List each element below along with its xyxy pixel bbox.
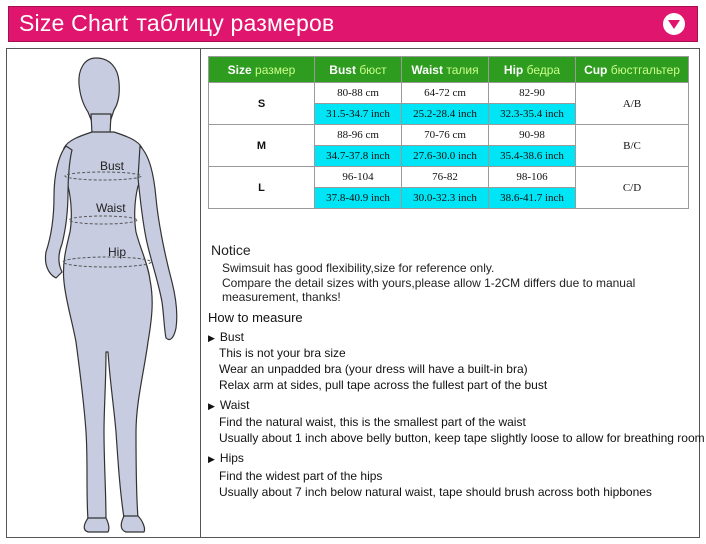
waist-heading: ▶ Waist xyxy=(208,398,250,412)
waist-cm-m: 70-76 cm xyxy=(402,125,489,146)
chevron-down-icon[interactable] xyxy=(663,13,685,35)
hip-inch-s: 32.3-35.4 inch xyxy=(489,104,576,125)
waist-line-2: Usually about 1 inch above belly button, keep tape slightly loose to allow for breathing room xyxy=(219,431,705,445)
column-divider xyxy=(200,48,201,538)
hip-label: Hip xyxy=(108,245,127,259)
notice-line-3: measurement, thanks! xyxy=(222,290,341,304)
table-row-l-cm xyxy=(209,167,689,188)
size-s: S xyxy=(209,83,315,125)
bust-cm-m: 88-96 cm xyxy=(315,125,402,146)
cup-s: A/B xyxy=(576,83,689,125)
triangle-bullet-icon: ▶ xyxy=(208,401,215,411)
header-bust: Bust бюст xyxy=(315,57,402,83)
waist-line-1: Find the natural waist, this is the smallest part of the waist xyxy=(219,415,526,429)
table-header-row xyxy=(209,57,689,83)
bust-inch-s: 31.5-34.7 inch xyxy=(315,104,402,125)
header-waist: Waist талия xyxy=(402,57,489,83)
waist-inch-s: 25.2-28.4 inch xyxy=(402,104,489,125)
body-silhouette xyxy=(14,52,194,534)
size-m: M xyxy=(209,125,315,167)
header-hip: Hip бедра xyxy=(489,57,576,83)
bust-line-3: Relax arm at sides, pull tape across the fullest part of the bust xyxy=(219,378,548,392)
cup-l: C/D xyxy=(576,167,689,209)
hip-inch-m: 35.4-38.6 inch xyxy=(489,146,576,167)
size-table xyxy=(208,56,689,209)
bust-inch-m: 34.7-37.8 inch xyxy=(315,146,402,167)
cup-m: B/C xyxy=(576,125,689,167)
size-l: L xyxy=(209,167,315,209)
waist-inch-m: 27.6-30.0 inch xyxy=(402,146,489,167)
title-english: Size Chart xyxy=(19,10,129,36)
notice-line-1: Swimsuit has good flexibility,size for reference only. xyxy=(222,261,495,275)
bust-inch-l: 37.8-40.9 inch xyxy=(315,188,402,209)
header-cup: Cup бюстгальтер xyxy=(576,57,689,83)
bust-heading: ▶ Bust xyxy=(208,330,244,344)
hips-line-2: Usually about 7 inch below natural waist, tape should brush across both hipbones xyxy=(219,485,652,499)
waist-inch-l: 30.0-32.3 inch xyxy=(402,188,489,209)
bust-cm-l: 96-104 xyxy=(315,167,402,188)
header-bar xyxy=(8,6,698,42)
hip-cm-s: 82-90 xyxy=(489,83,576,104)
page-title xyxy=(19,10,334,37)
bust-label: Bust xyxy=(100,159,125,173)
triangle-bullet-icon: ▶ xyxy=(208,333,215,343)
hips-line-1: Find the widest part of the hips xyxy=(219,469,383,483)
body-figure xyxy=(14,52,194,534)
hip-cm-m: 90-98 xyxy=(489,125,576,146)
title-russian: таблицу размеров xyxy=(136,10,335,36)
bust-cm-s: 80-88 cm xyxy=(315,83,402,104)
bust-line-2: Wear an unpadded bra (your dress will have a built-in bra) xyxy=(219,362,528,376)
waist-cm-s: 64-72 cm xyxy=(402,83,489,104)
header-size: Size размер xyxy=(209,57,315,83)
hip-inch-l: 38.6-41.7 inch xyxy=(489,188,576,209)
hip-cm-l: 98-106 xyxy=(489,167,576,188)
waist-label: Waist xyxy=(96,201,126,215)
triangle-bullet-icon: ▶ xyxy=(208,454,215,464)
how-to-measure-title: How to measure xyxy=(208,310,303,325)
notice-title: Notice xyxy=(211,242,251,258)
waist-cm-l: 76-82 xyxy=(402,167,489,188)
bust-line-1: This is not your bra size xyxy=(219,346,346,360)
hips-heading: ▶ Hips xyxy=(208,451,244,465)
table-row-m-cm xyxy=(209,125,689,146)
table-row-s-cm xyxy=(209,83,689,104)
notice-line-2: Compare the detail sizes with yours,please allow 1-2CM differs due to manual xyxy=(222,276,636,290)
